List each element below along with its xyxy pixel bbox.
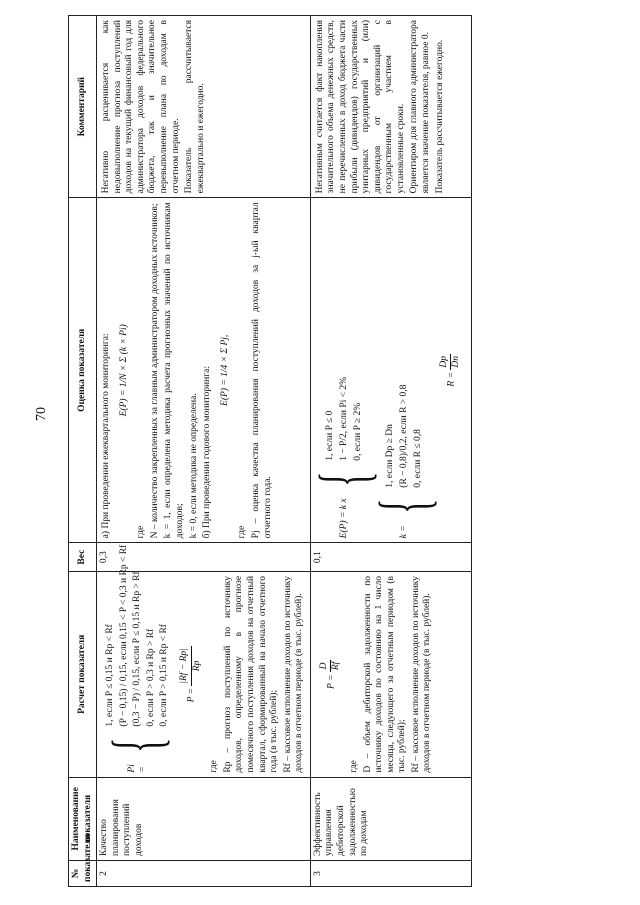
- p-formula: P = |Rf − Rp| Rp: [179, 648, 202, 703]
- case-line: (P − 0,15) / 0,15, если 0,15 < P < 0,3 и Rp < Rf: [118, 544, 129, 727]
- header-num: № показателя: [69, 860, 97, 886]
- header-weight: Вес: [69, 543, 97, 572]
- comment-paragraph: Показатель рассчитывается ежеквартально и ежегодно.: [184, 20, 206, 194]
- table-row: [310, 16, 471, 887]
- e-formula: E(P) = k x { 1, если P ≤ 0 1 − P/2, если Pi < 2% 0, если P ≥ 2%: [305, 376, 383, 539]
- definition: k = 1, если определена методика расчета прогнозных значений по источникам доходов;: [163, 202, 186, 539]
- row-comment: [97, 16, 311, 198]
- case-line: 0, если P > 0,3 и Rp > Rf: [145, 628, 156, 727]
- case-line: (R − 0,8)/0,2, если R > 0,8: [399, 384, 410, 488]
- header-name: Наименование показателя: [69, 777, 97, 860]
- case-line: 0, если R ≤ 0,8: [412, 429, 423, 488]
- case-line: 0, если P ≥ 2%: [352, 402, 363, 461]
- where-label: где: [136, 525, 147, 539]
- row-num: 3: [310, 860, 471, 886]
- row-eval: [97, 198, 311, 543]
- formula-b: E(P) = 1/4 × Σ Pj,: [219, 334, 230, 406]
- row-calc: [310, 571, 471, 777]
- definition: N – количество закрепленных за главным администратором доходных источников;: [149, 203, 160, 539]
- header-eval: Оценка показателя: [69, 198, 97, 543]
- pi-formula: [99, 544, 177, 773]
- row-name: Качество планирования поступлений доходов: [97, 777, 311, 860]
- page-number: 70: [34, 407, 49, 421]
- row-eval: [305, 198, 471, 543]
- header-comment: Комментарий: [69, 16, 97, 198]
- comment-paragraph: Негативным считается факт накопления значительного объема денежных средств, не перечисленных в доход бюджета части прибыли (дивидендов) государственных унитарных предприятий и (или) дивидендов от организаций с государственным участием в установленные сроки.: [314, 20, 406, 194]
- p-formula: P = D Rf: [318, 661, 342, 689]
- row-comment: [310, 16, 471, 198]
- case-line: 1, если P ≤ 0: [325, 410, 336, 461]
- indicators-table: [68, 15, 472, 887]
- k-formula: k = { 1, если Dp ≥ Dn (R − 0,8)/0,2, если R > 0,8 0, если R ≤ 0,8: [365, 384, 443, 539]
- r-formula: R = Dp Dn: [438, 356, 462, 387]
- pi-label: Pi =: [126, 764, 149, 773]
- brace-icon: {: [99, 737, 177, 753]
- definition: Rf – кассовое исполнение доходов по источнику доходов в отчетном периоде (в тыс. рублей).: [410, 575, 433, 773]
- row-num: 2: [97, 860, 311, 886]
- case-line: 0, если P > 0,15 и Rp < Rf: [159, 624, 170, 727]
- definition: Rp – прогноз поступлений по источнику доходов, определенному в прогнозе помесячного поступления доходов на отчетный квартал, сформированный на начало отчетного года (в тыс. рублей);: [222, 575, 280, 773]
- row-calc: [97, 544, 311, 777]
- case-line: (0,3 − P) / 0,15, если P ≤ 0,15 и Rp > Rf: [132, 571, 143, 727]
- brace-icon: {: [365, 498, 443, 515]
- case-line: 1, если P ≤ 0,15 и Rp < Rf: [105, 624, 116, 727]
- formula-a: E(P) = 1/N × Σ (k × Pi): [118, 324, 129, 417]
- brace-icon: {: [305, 472, 383, 488]
- definition: Pj – оценка качества планирования поступлений доходов за j-ый квартал отчетного года.: [250, 202, 273, 539]
- comment-paragraph: Ориентиром для главного администратора является значение показателя, равное 0.: [409, 20, 432, 194]
- row-weight: 0,1: [310, 543, 471, 572]
- case-line: 1 − P/2, если Pi < 2%: [339, 376, 350, 461]
- definition: Rf – кассовое исполнение доходов по источнику доходов в отчетном периоде (в тыс. рублей).: [282, 575, 305, 773]
- case-line: 1, если Dp ≥ Dn: [385, 424, 396, 488]
- definition: D – объем дебиторской задолженности по источнику доходов по состоянию на 1 число месяца, следующего за отчетным периодом (в тыс. рублей);: [362, 575, 408, 773]
- comment-paragraph: Показатель рассчитывается ежегодно.: [434, 39, 445, 194]
- eval-a-title: а) При проведении ежеквартального мониторинга:: [101, 333, 112, 539]
- table-row: [97, 16, 311, 887]
- row-weight: 0,3: [97, 543, 311, 572]
- where-label: где: [209, 760, 220, 773]
- comment-paragraph: Негативно расценивается как недовыполнение прогноза поступлений доходов на текущий финансовый год для администратора доходов федерального бюджета, так и значительное перевыполнение плана по доходам в отчетном периоде.: [101, 20, 181, 194]
- header-calc: Расчет показателя: [69, 571, 97, 777]
- table-header-row: [69, 16, 97, 887]
- eval-b-title: б) При проведении годового мониторинга:: [202, 366, 213, 539]
- definition: k = 0, если методика не определена.: [188, 393, 199, 539]
- where-label: где: [348, 760, 359, 773]
- pi-cases: [103, 545, 173, 727]
- row-name: Эффективность управления дебиторской задолженностью по доходам: [310, 777, 471, 860]
- where-label: где: [237, 525, 248, 539]
